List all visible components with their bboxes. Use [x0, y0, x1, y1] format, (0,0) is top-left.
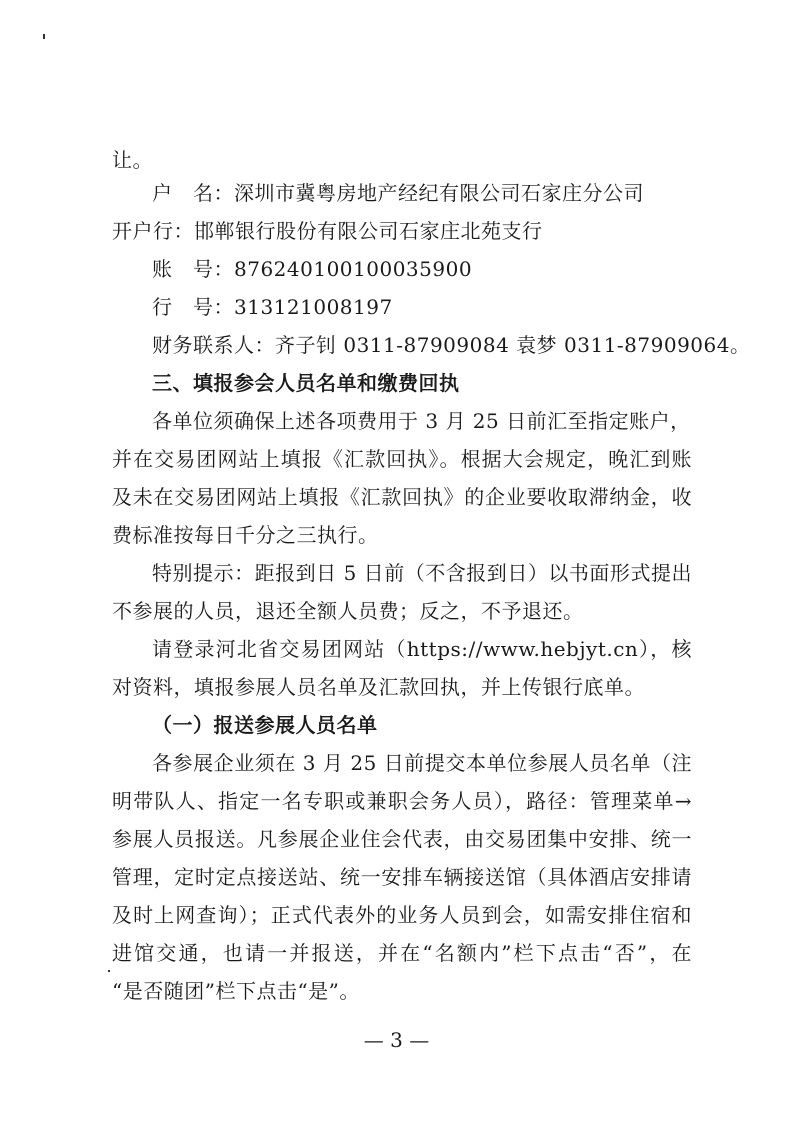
paragraph-line: 及未在交易团网站上填报《汇款回执》的企业要收取滞纳金，收 [112, 485, 692, 509]
bank-label: 开户行： [112, 219, 194, 243]
paragraph-line: 管理，定时定点接送站、统一安排车辆接送馆（具体酒店安排请 [112, 865, 692, 889]
account-name-row [152, 180, 692, 206]
text-line: 让。 [112, 148, 153, 172]
section-title: 三、填报参会人员名单和缴费回执 [152, 371, 460, 395]
bank-row [112, 218, 692, 244]
paragraph-line: 及时上网查询）；正式代表外的业务人员到会，如需安排住宿和 [112, 903, 692, 927]
account-no-label: 账 号： [152, 257, 234, 281]
bank-no-row [152, 294, 692, 320]
account-name-value: 深圳市冀粤房地产经纪有限公司石家庄分公司 [234, 181, 644, 205]
paragraph-line: 各参展企业须在 3 月 25 日前提交本单位参展人员名单（注 [152, 751, 692, 775]
paragraph-line: 费标准按每日千分之三执行。 [112, 523, 379, 547]
paragraph-line: 并在交易团网站上填报《汇款回执》。根据大会规定，晚汇到账 [112, 447, 692, 471]
bank-value: 邯郸银行股份有限公司石家庄北苑支行 [194, 219, 543, 243]
paragraph-line: 对资料，填报参展人员名单及汇款回执，并上传银行底单。 [112, 675, 645, 699]
scan-mark [43, 34, 45, 39]
paragraph-line: “是否随团”栏下点击“是”。 [112, 979, 360, 1003]
account-name-label: 户 名： [152, 181, 234, 205]
paragraph-line: 明带队人、指定一名专职或兼职会务人员），路径：管理菜单→ [112, 789, 692, 813]
paragraph-line: 各单位须确保上述各项费用于 3 月 25 日前汇至指定账户， [152, 409, 691, 433]
account-no-value: 876240100100035900 [234, 257, 473, 281]
paragraph-line: 不参展的人员，退还全额人员费；反之，不予退还。 [112, 599, 584, 623]
scan-mark [108, 970, 110, 972]
paragraph-line: 请登录河北省交易团网站（https://www.hebjyt.cn），核 [152, 637, 692, 661]
bank-no-value: 313121008197 [234, 295, 393, 319]
account-no-row [152, 256, 692, 282]
finance-contact: 财务联系人：齐子钊 0311-87909084 袁梦 0311-87909064。 [152, 333, 751, 357]
paragraph-line: 特别提示：距报到日 5 日前（不含报到日）以书面形式提出 [152, 561, 692, 585]
paragraph-line: 参展人员报送。凡参展企业住会代表，由交易团集中安排、统一 [112, 827, 692, 851]
bank-no-label: 行 号： [152, 295, 234, 319]
page-number: — 3 — [363, 1028, 430, 1052]
paragraph-line: 进馆交通，也请一并报送，并在“名额内”栏下点击“否”，在 [112, 941, 692, 965]
subsection-title: （一）报送参展人员名单 [152, 713, 378, 737]
